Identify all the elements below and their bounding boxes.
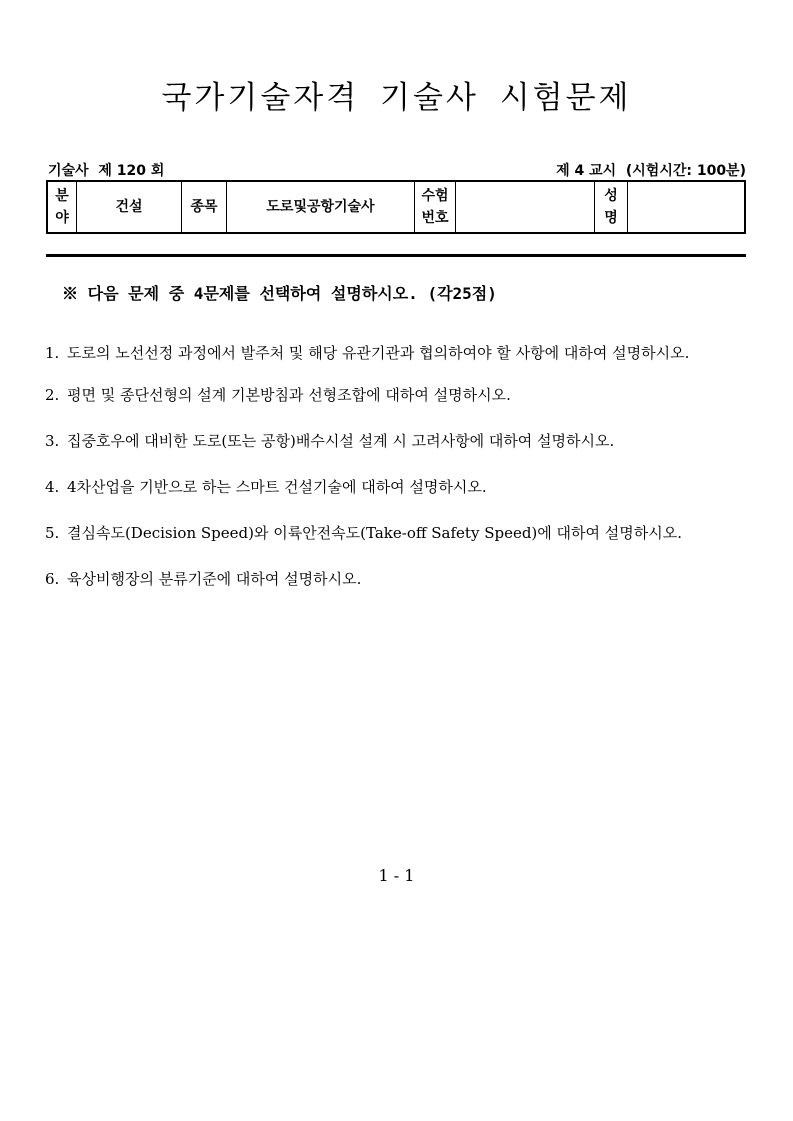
category-label: 종목 <box>182 181 227 233</box>
field-label: 분 야 <box>47 181 77 233</box>
page-number: 1 - 1 <box>378 866 415 885</box>
field-value: 건설 <box>77 181 182 233</box>
question-text: 집중호우에 대비한 도로(또는 공항)배수시설 설계 시 고려사항에 대하여 설명하시오. <box>67 432 615 450</box>
name-field[interactable] <box>628 181 746 233</box>
question-text: 도로의 노선선정 과정에서 발주처 및 해당 유관기관과 협의하여야 할 사항에 대하여 설명하시오. <box>67 344 690 362</box>
exam-meta <box>48 160 746 180</box>
question-text: 4차산업을 기반으로 하는 스마트 건설기술에 대하여 설명하시오. <box>67 478 487 496</box>
question-item: 4. 4차산업을 기반으로 하는 스마트 건설기술에 대하여 설명하시오. <box>45 478 487 496</box>
exam-session: 제 4 교시 (시험시간: 100분) <box>556 163 746 179</box>
question-item: 5. 결심속도(Decision Speed)와 이륙안전속도(Take-off Safety Speed)에 대하여 설명하시오. <box>45 524 682 542</box>
instruction: ※ 다음 문제 중 4문제를 선택하여 설명하시오. (각25점) <box>62 284 497 303</box>
question-item: 6. 육상비행장의 분류기준에 대하여 설명하시오. <box>45 570 362 588</box>
category-value: 도로및공항기술사 <box>227 181 415 233</box>
question-item: 1. 도로의 노선선정 과정에서 발주처 및 해당 유관기관과 협의하여야 할 사항에 대하여 설명하시오. <box>45 344 690 362</box>
divider <box>46 254 746 257</box>
question-text: 평면 및 종단선형의 설계 기본방침과 선형조합에 대하여 설명하시오. <box>67 386 511 404</box>
exam-number-field[interactable] <box>456 181 595 233</box>
name-label: 성 명 <box>595 181 628 233</box>
question-list <box>45 340 750 612</box>
question-text: 육상비행장의 분류기준에 대하여 설명하시오. <box>67 570 362 588</box>
question-text: 결심속도(Decision Speed)와 이륙안전속도(Take-off Safety Speed)에 대하여 설명하시오. <box>67 524 682 542</box>
exam-round: 기술사 제 120 회 <box>48 163 165 179</box>
question-item: 2. 평면 및 종단선형의 설계 기본방침과 선형조합에 대하여 설명하시오. <box>45 386 511 404</box>
exam-number-label: 수험 번호 <box>415 181 456 233</box>
exam-info-table <box>46 180 746 234</box>
question-item: 3. 집중호우에 대비한 도로(또는 공항)배수시설 설계 시 고려사항에 대하여 설명하시오. <box>45 432 615 450</box>
page-title: 국가기술자격 기술사 시험문제 <box>161 80 632 116</box>
